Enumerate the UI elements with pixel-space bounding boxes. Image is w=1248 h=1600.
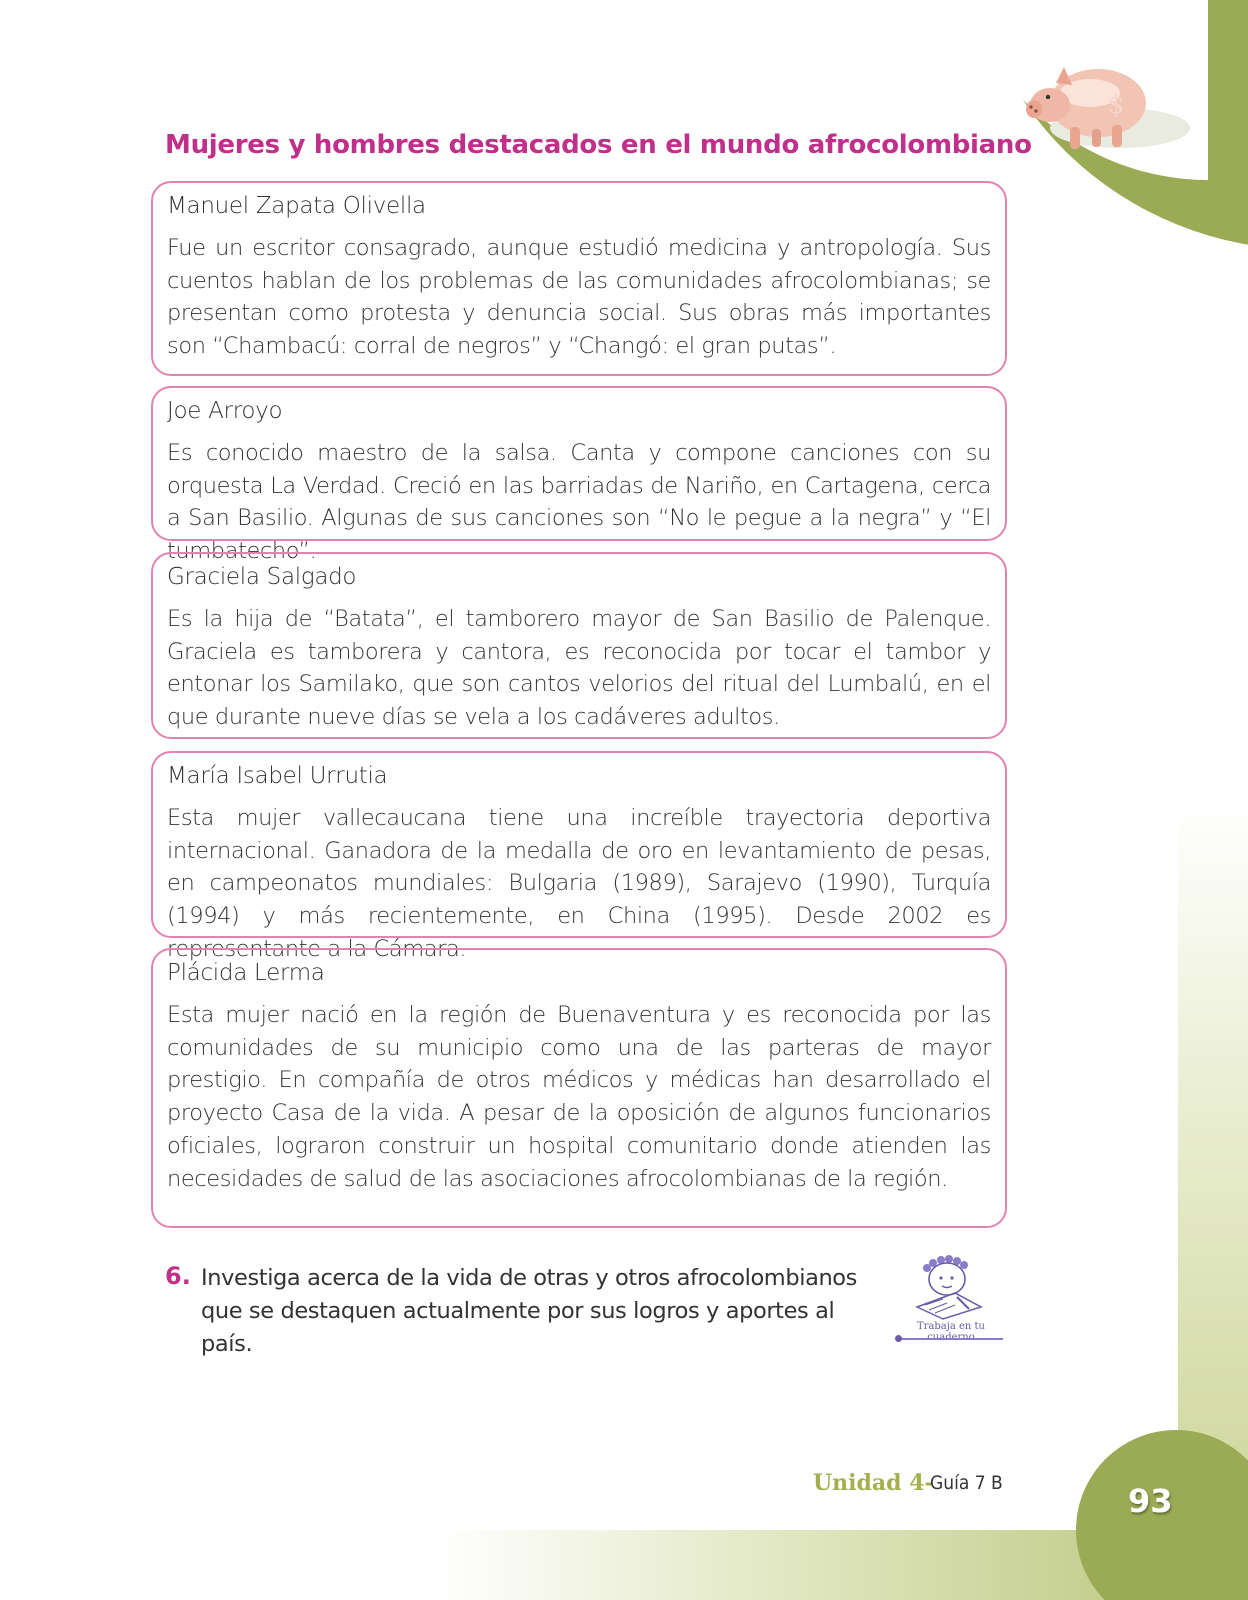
card-name: Graciela Salgado <box>167 564 357 590</box>
child-writing-icon <box>895 1255 1007 1321</box>
card-name: Plácida Lerma <box>167 960 325 986</box>
profile-card-lerma <box>151 948 1007 1228</box>
card-name: Manuel Zapata Olivella <box>167 193 426 219</box>
profile-card-salgado <box>151 552 1007 739</box>
profile-card-arroyo <box>151 386 1007 565</box>
activity-number: 6. <box>165 1262 191 1290</box>
card-text: Esta mujer vallecaucana tiene una increíble trayectoria deportiva internacional. Ganadora de la medalla de oro en levantamiento de pesas, en campeonatos mundiales: Bulgaria (1989), Sarajevo (1990), Turquía (1994) y más recientemente, en China (1995). Desde 2002 es representante a la Cámara. <box>167 805 991 962</box>
card-text: Es la hija de “Batata”, el tamborero mayor de San Basilio de Palenque. Graciela es tamborera y cantora, es reconocida por tocar el tambor y entonar los Samilako, que son cantos velorios del ritual del Lumbalú, en el que durante nueve días se vela a los cadáveres adultos. <box>167 606 991 731</box>
footer-unit: Unidad 4- <box>813 1470 934 1496</box>
card-text: Es conocido maestro de la salsa. Canta y compone canciones con su orquesta La Verdad. Creció en las barriadas de Nariño, en Cartagena, cerca a San Basilio. Algunas de sus canciones son “No le pegue a la negra” y “El tumbatecho”. <box>167 440 991 565</box>
notebook-label: Trabaja en tu <box>916 1321 985 1332</box>
profile-card-zapata <box>151 181 1007 376</box>
footer-guide: Guía 7 B <box>930 1472 1003 1494</box>
profile-card-urrutia <box>151 751 1007 962</box>
notebook-badge <box>895 1255 1007 1345</box>
notebook-divider <box>899 1338 1003 1340</box>
piggy-bank-icon <box>1020 55 1160 155</box>
card-name: Joe Arroyo <box>167 398 283 424</box>
page-number: 93 <box>1128 1482 1173 1520</box>
card-name: María Isabel Urrutia <box>167 763 388 789</box>
background-bottom-gradient <box>0 1530 1248 1600</box>
notebook-dot <box>895 1335 902 1342</box>
svg-text:$: $ <box>1108 90 1125 120</box>
page-title: Mujeres y hombres destacados en el mundo afrocolombiano <box>165 130 1032 160</box>
card-text: Fue un escritor consagrado, aunque estudió medicina y antropología. Sus cuentos hablan de los problemas de las comunidades afrocolombianas; se presentan como protesta y denuncia social. Sus obras más importantes son “Chambacú: corral de negros” y “Changó: el gran putas”. <box>167 235 991 360</box>
card-text: Esta mujer nació en la región de Buenaventura y es reconocida por las comunidades de su municipio como una de las parteras de mayor prestigio. En compañía de otros médicos y médicas han desarrollado el proyecto Casa de la vida. A pesar de la oposición de algunos funcionarios oficiales, lograron construir un hospital comunitario donde atienden las necesidades de salud de las asociaciones afrocolombianas de la región. <box>167 1002 991 1192</box>
activity-text: Investiga acerca de la vida de otras y otros afrocolombianos que se destaquen actualmente por sus logros y aportes al país. <box>201 1265 857 1357</box>
